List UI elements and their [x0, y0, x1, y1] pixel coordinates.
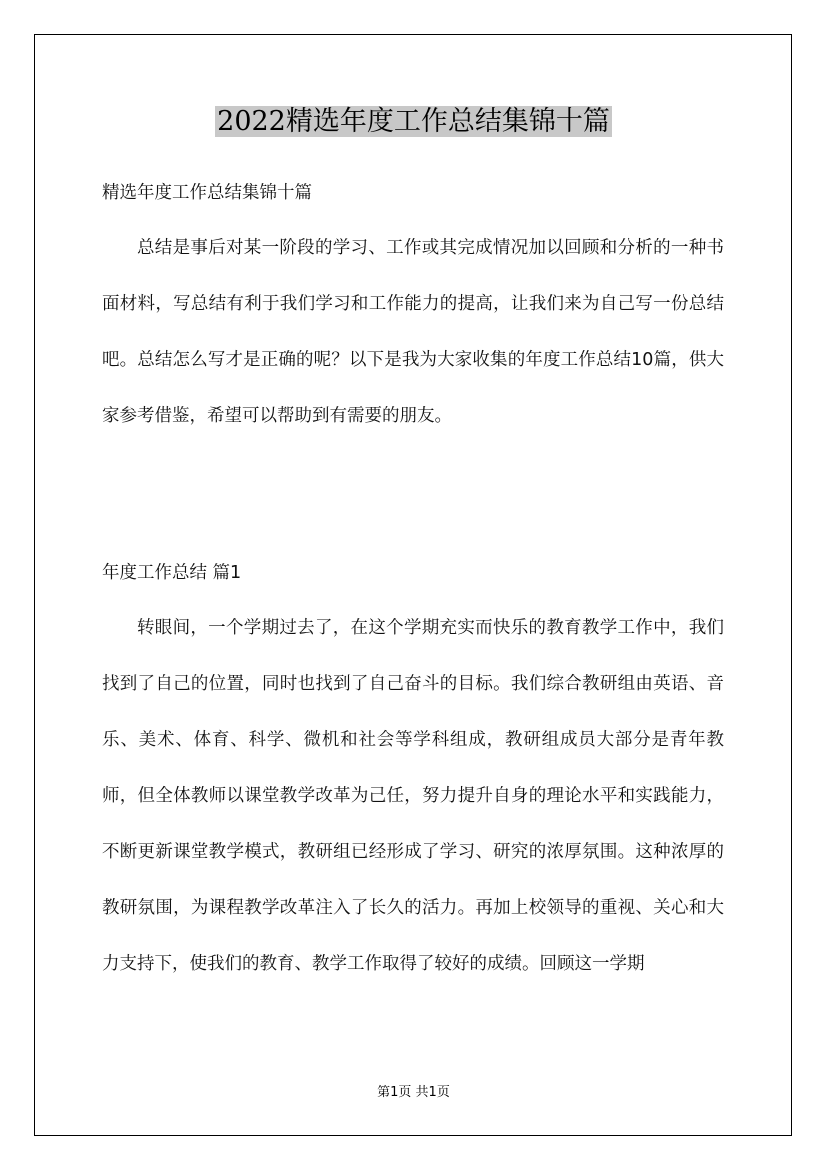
document-title [0, 100, 827, 144]
section-body-paragraph: 转眼间，一个学期过去了，在这个学期充实而快乐的教育教学工作中，我们找到了自己的位置，同时也找到了自己奋斗的目标。我们综合教研组由英语、音乐、美术、体育、科学、微机和社会等学科组成，教研组成员大部分是青年教师，但全体教师以课堂教学改革为己任，努力提升自身的理论水平和实践能力，不断更新课堂教学模式，教研组已经形成了学习、研究的浓厚氛围。这种浓厚的教研氛围，为课程教学改革注入了长久的活力。再加上校领导的重视、关心和大力支持下，使我们的教育、教学工作取得了较好的成绩。回顾这一学期 [102, 618, 724, 974]
section-heading: 年度工作总结 篇1 [102, 563, 242, 583]
page-footer: 第1页 共1页 [377, 1085, 450, 1100]
intro-paragraph: 总结是事后对某一阶段的学习、工作或其完成情况加以回顾和分析的一种书面材料，写总结有利于我们学习和工作能力的提高，让我们来为自己写一份总结吧。总结怎么写才是正确的呢？以下是我为大家收集的年度工作总结10篇，供大家参考借鉴，希望可以帮助到有需要的朋友。 [102, 238, 724, 426]
document-subtitle: 精选年度工作总结集锦十篇 [102, 183, 312, 203]
title-text: 2022精选年度工作总结集锦十篇 [217, 106, 610, 137]
